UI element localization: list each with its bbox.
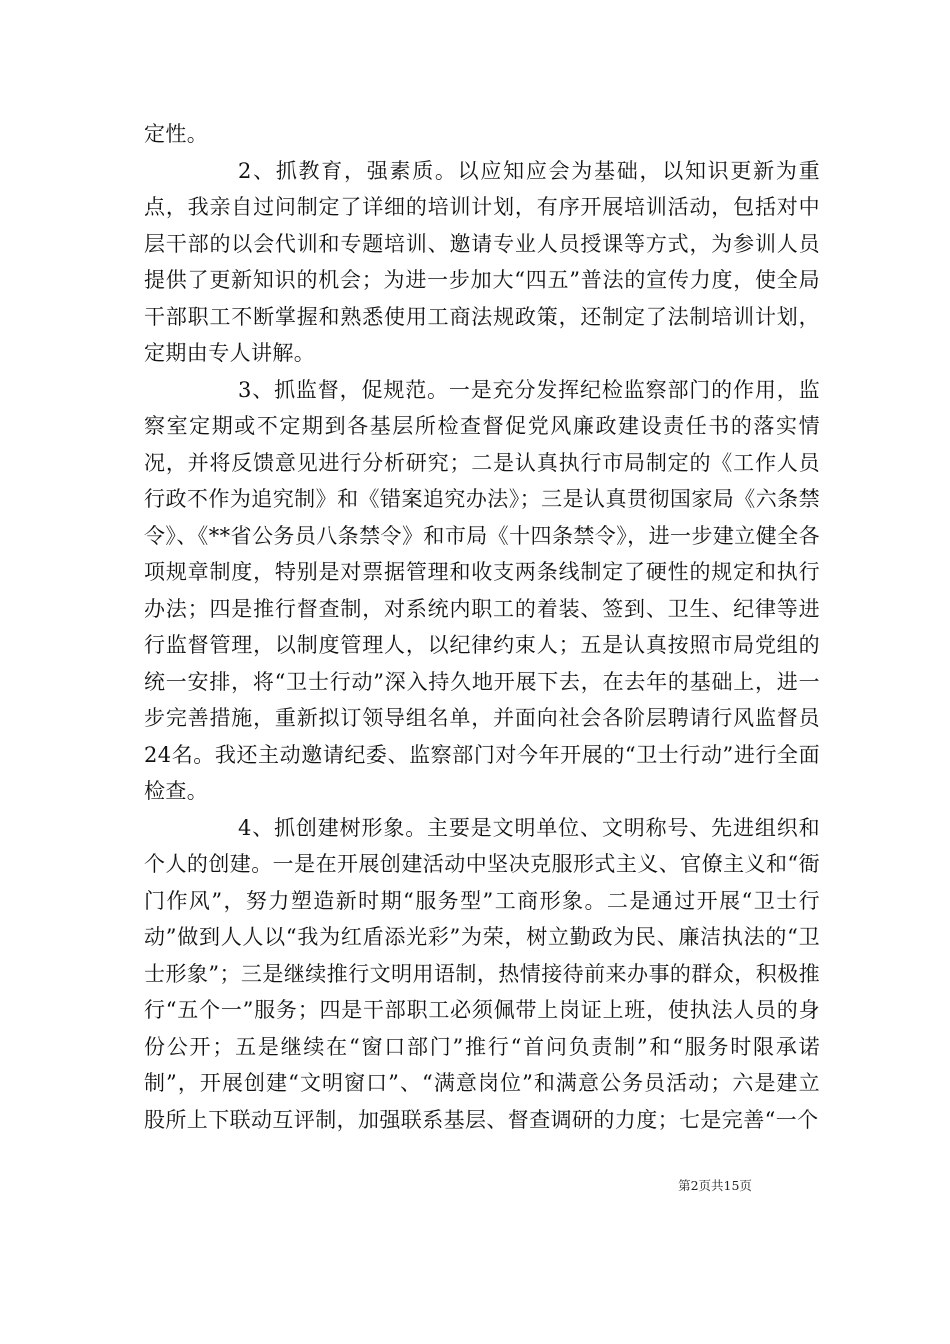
paragraph-continuation: 定性。: [144, 122, 209, 146]
paragraph-supervision: 3、抓监督，促规范。一是充分发挥纪检监察部门的作用，监察室定期或不定期到各基层所检查督促党风廉政建设责任书的落实情况，并将反馈意见进行分析研究；二是认真执行市局制定的《工作人员行政不作为追究制》和《错案追究办法》；三是认真贯彻国家局《六条禁令》、《**省公务员八条禁令》和市局《十四条禁令》，进一步建立健全各项规章制度，特别是对票据管理和收支两条线制定了硬性的规定和执行办法；四是推行督查制，对系统内职工的着装、签到、卫生、纪律等进行监督管理，以制度管理人，以纪律约束人；五是认真按照市局党组的统一安排，将“卫士行动”深入持久地开展下去，在去年的基础上，进一步完善措施，重新拟订领导组名单，并面向社会各阶层聘请行风监督员24名。我还主动邀请纪委、监察部门对今年开展的“卫士行动”进行全面检查。: [144, 377, 820, 803]
page-number-footer: 第2页共15页: [678, 1178, 752, 1193]
body-text: [144, 116, 820, 1138]
paragraph-education: 2、抓教育，强素质。以应知应会为基础，以知识更新为重点，我亲自过问制定了详细的培训计划，有序开展培训活动，包括对中层干部的以会代训和专题培训、邀请专业人员授课等方式，为参训人员提供了更新知识的机会；为进一步加大“四五”普法的宣传力度，使全局干部职工不断掌握和熟悉使用工商法规政策，还制定了法制培训计划，定期由专人讲解。: [144, 158, 820, 365]
paragraph-image-building: 4、抓创建树形象。主要是文明单位、文明称号、先进组织和个人的创建。一是在开展创建活动中坚决克服形式主义、官僚主义和“衙门作风”，努力塑造新时期“服务型”工商形象。二是通过开展“卫士行动”做到人人以“我为红盾添光彩”为荣，树立勤政为民、廉洁执法的“卫士形象”；三是继续推行文明用语制，热情接待前来办事的群众，积极推行“五个一”服务；四是干部职工必须佩带上岗证上班，使执法人员的身份公开；五是继续在“窗口部门”推行“首问负责制”和“服务时限承诺制”，开展创建“文明窗口”、“满意岗位”和满意公务员活动；六是建立股所上下联动互评制，加强联系基层、督查调研的力度；七是完善“一个: [144, 815, 820, 1132]
